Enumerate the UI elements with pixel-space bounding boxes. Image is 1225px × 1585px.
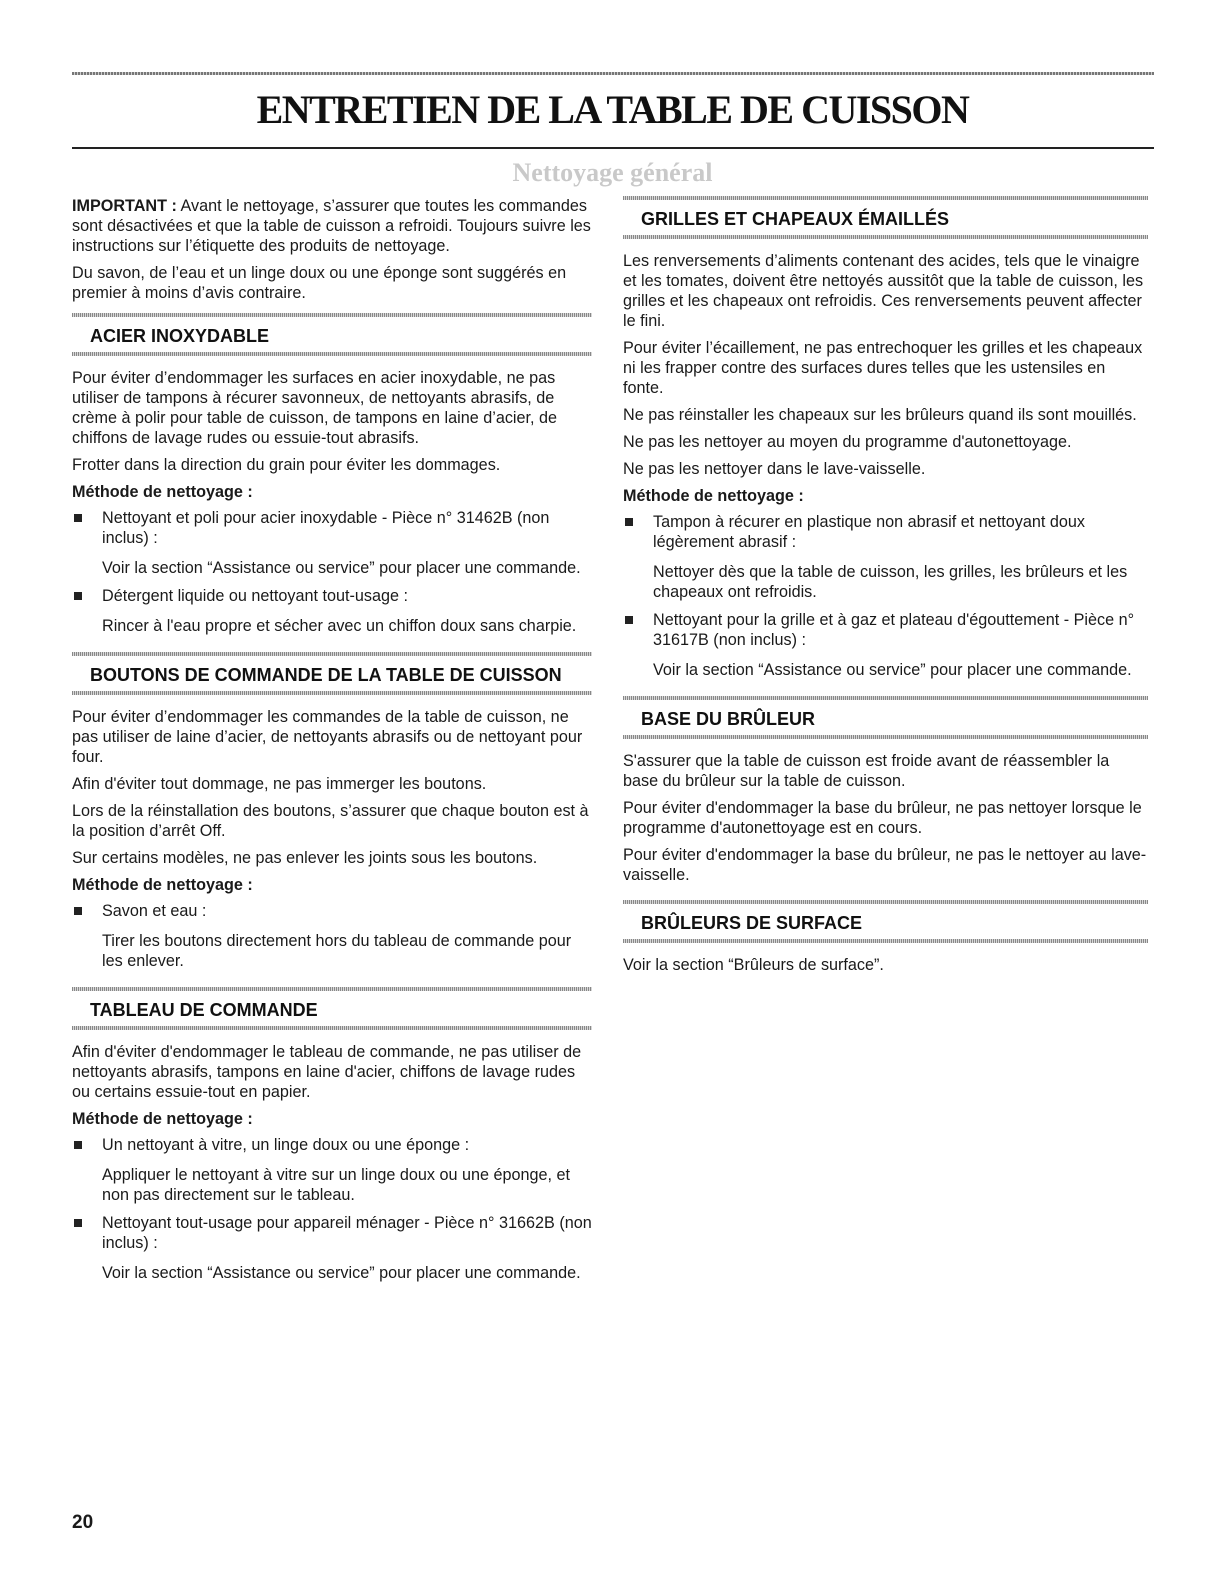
section-title: GRILLES ET CHAPEAUX ÉMAILLÉS [641,209,950,229]
right-column [623,196,1148,990]
method-list [72,901,592,971]
list-item-detail: Voir la section “Assistance ou service” pour placer une commande. [653,661,1132,679]
left-column [72,196,592,1299]
method-heading: Méthode de nettoyage : [72,483,253,501]
paragraph: S'assurer que la table de cuisson est froide avant de réassembler la base du brûleur sur la table de cuisson. [623,752,1110,790]
intro-paragraph: Du savon, de l’eau et un linge doux ou une éponge sont suggérés en premier à moins d’avis contraire. [72,264,567,302]
section-grilles-et-chapeaux [623,196,1148,696]
list-item-detail: Voir la section “Assistance ou service” pour placer une commande. [102,1264,581,1282]
paragraph: Pour éviter d'endommager la base du brûleur, ne pas nettoyer lorsque le programme d'autonettoyage est en cours. [623,799,1142,837]
paragraph: Ne pas réinstaller les chapeaux sur les brûleurs quand ils sont mouillés. [623,406,1137,424]
paragraph: Frotter dans la direction du grain pour éviter les dommages. [72,456,501,474]
bullet-icon [74,1219,82,1227]
method-list [72,1135,592,1283]
paragraph: Pour éviter l’écaillement, ne pas entrechoquer les grilles et les chapeaux ni les frapper contre des surfaces dures telles que les ustensiles en fonte. [623,339,1143,397]
bullet-icon [74,907,82,915]
page-title: ENTRETIEN DE LA TABLE DE CUISSON [256,87,969,132]
list-item-detail: Voir la section “Assistance ou service” pour placer une commande. [102,559,581,577]
page-subtitle: Nettoyage général [512,158,713,187]
paragraph: Voir la section “Brûleurs de surface”. [623,956,884,974]
section-acier-inoxydable [72,313,592,652]
paragraph: Ne pas les nettoyer dans le lave-vaisselle. [623,460,926,478]
section-title: TABLEAU DE COMMANDE [90,1000,318,1020]
bullet-icon [625,616,633,624]
paragraph: Pour éviter d’endommager les surfaces en acier inoxydable, ne pas utiliser de tampons à récurer savonneux, de nettoyants abrasifs, de crème à polir pour table de cuisson, de tampons en laine d’acier, de chiffons de lavage rudes ou essuie-tout abrasifs. [72,369,558,447]
top-rule [72,72,1154,75]
list-item: Nettoyant tout-usage pour appareil ménager - Pièce n° 31662B (non inclus) : Voir la section “Assistance ou service” pour placer une commande. [72,1213,592,1283]
section-tableau-de-commande [72,987,592,1299]
list-item: Nettoyant pour la grille et à gaz et plateau d'égouttement - Pièce n° 31617B (non inclus) : Voir la section “Assistance ou service” pour placer une commande. [623,610,1148,680]
method-heading: Méthode de nettoyage : [72,876,253,894]
paragraph: Sur certains modèles, ne pas enlever les joints sous les boutons. [72,849,538,867]
section-title: BOUTONS DE COMMANDE DE LA TABLE DE CUISSON [90,665,562,685]
important-text: Avant le nettoyage, s’assurer que toutes les commandes sont désactivées et que la table de cuisson a refroidi. Toujours suivre les instructions sur l’étiquette des produits de nettoyage. [72,197,591,255]
list-item: Nettoyant et poli pour acier inoxydable - Pièce n° 31462B (non inclus) : Voir la section “Assistance ou service” pour placer une commande. [72,508,592,578]
list-item-detail: Appliquer le nettoyant à vitre sur un linge doux ou une éponge, et non pas directement sur le tableau. [102,1166,570,1204]
list-item: Savon et eau : Tirer les boutons directement hors du tableau de commande pour les enlever. [72,901,592,971]
bullet-icon [625,518,633,526]
paragraph: Afin d'éviter d'endommager le tableau de commande, ne pas utiliser de nettoyants abrasifs, tampons en laine d'acier, chiffons de lavage rudes ou certains essuie-tout en papier. [72,1043,582,1101]
list-item-detail: Nettoyer dès que la table de cuisson, les grilles, les brûleurs et les chapeaux ont refroidis. [653,563,1128,601]
section-bruleurs-de-surface [623,900,1148,990]
section-boutons-de-commande [72,652,592,987]
paragraph: Ne pas les nettoyer au moyen du programme d'autonettoyage. [623,433,1072,451]
section-title: ACIER INOXYDABLE [90,326,270,346]
page-number: 20 [72,1512,94,1533]
method-list [623,512,1148,680]
important-label: IMPORTANT : [72,197,177,215]
paragraph: Les renversements d’aliments contenant des acides, tels que le vinaigre et les tomates, doivent être nettoyés aussitôt que la table de cuisson, les grilles et les chapeaux ont refroidis. Ces renversements peuvent affecter le fini. [623,252,1144,330]
list-item-detail: Tirer les boutons directement hors du tableau de commande pour les enlever. [102,932,572,970]
method-list [72,508,592,636]
section-title: BRÛLEURS DE SURFACE [641,913,863,933]
list-item: Tampon à récurer en plastique non abrasif et nettoyant doux légèrement abrasif : Nettoyer dès que la table de cuisson, les grilles, les brûleurs et les chapeaux ont refroidis. [623,512,1148,602]
list-item-detail: Rincer à l'eau propre et sécher avec un chiffon doux sans charpie. [102,617,577,635]
paragraph: Pour éviter d’endommager les commandes de la table de cuisson, ne pas utiliser de laine d’acier, de nettoyants abrasifs ou de nettoyant pour four. [72,708,583,766]
title-rule [72,147,1154,149]
important-paragraph [72,196,592,256]
paragraph: Lors de la réinstallation des boutons, s’assurer que chaque bouton est à la position d’arrêt Off. [72,802,589,840]
paragraph: Pour éviter d'endommager la base du brûleur, ne pas le nettoyer au lave-vaisselle. [623,846,1147,884]
bullet-icon [74,1141,82,1149]
method-heading: Méthode de nettoyage : [72,1110,253,1128]
list-item: Un nettoyant à vitre, un linge doux ou une éponge : Appliquer le nettoyant à vitre sur un linge doux ou une éponge, et non pas directement sur le tableau. [72,1135,592,1205]
method-heading: Méthode de nettoyage : [623,487,804,505]
list-item: Détergent liquide ou nettoyant tout-usage : Rincer à l'eau propre et sécher avec un chiffon doux sans charpie. [72,586,592,636]
intro-section [72,196,592,303]
paragraph: Afin d'éviter tout dommage, ne pas immerger les boutons. [72,775,487,793]
section-title: BASE DU BRÛLEUR [641,709,816,729]
bullet-icon [74,592,82,600]
section-base-du-bruleur [623,696,1148,900]
bullet-icon [74,514,82,522]
